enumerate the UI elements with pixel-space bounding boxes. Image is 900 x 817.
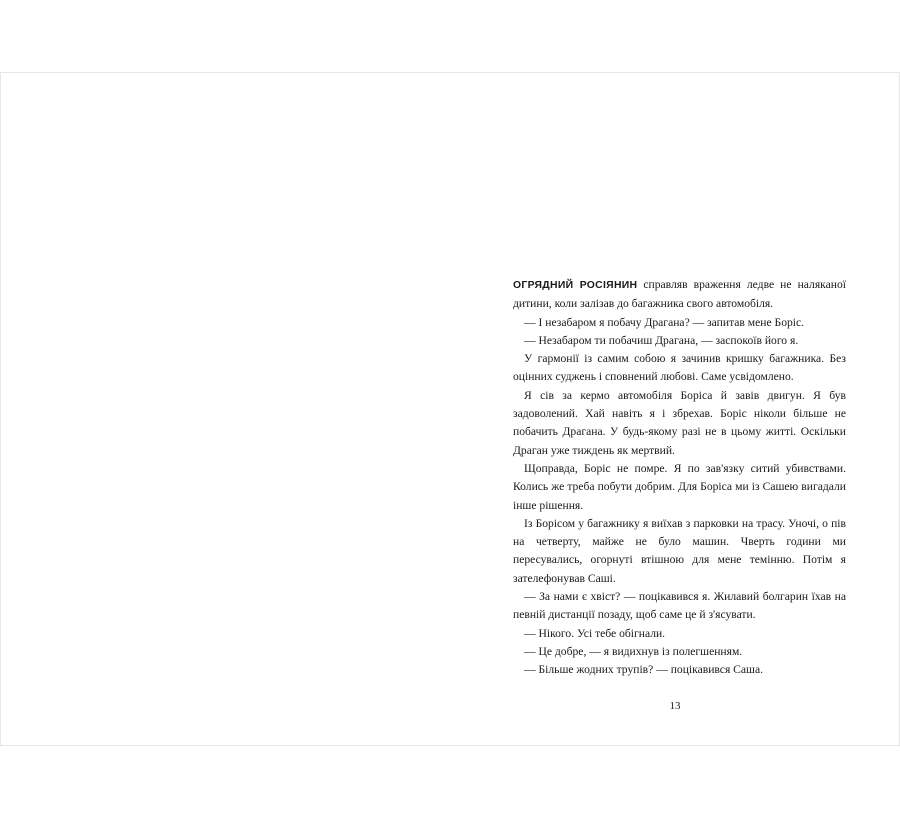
left-page-blank (1, 73, 451, 745)
paragraph-9: — Нікого. Усі тебе обігнали. (524, 626, 666, 640)
book-spread (0, 72, 900, 746)
paragraph-1-rest: справляв враження ледве не наляканої дитини, коли залізав до багажника свого автомобіля. (513, 278, 846, 311)
paragraph-3: — Незабаром ти побачиш Драгана, — заспокоїв його я. (524, 333, 799, 347)
paragraph-8: — За нами є хвіст? — поцікавився я. Жилавий болгарин їхав на певній дистанції позаду, щоб саме це й з'ясувати. (513, 590, 846, 622)
paragraph-1 (513, 276, 846, 314)
paragraph-10: — Це добре, — я видихнув із полегшенням. (524, 644, 743, 658)
paragraph-6: Щоправда, Боріс не помре. Я по зав'язку ситий убивствами. Колись же треба побути добрим. Для Боріса ми із Сашею вигадали інше рішення. (513, 461, 846, 512)
paragraph-2: — І незабаром я побачу Драгана? — запитав мене Боріс. (524, 315, 805, 329)
body-text (513, 276, 846, 680)
paragraph-4: У гармонії із самим собою я зачинив кришку багажника. Без оцінних суджень і сповнений любові. Саме усвідомлено. (513, 352, 846, 384)
paragraph-5: Я сів за кермо автомобіля Боріса й завів двигун. Я був задоволений. Хай навіть я і збрехав. Боріс ніколи більше не побачить Драгана. У будь-якому разі не в цьому житті. Оскільки Драган уже тиждень як мертвий. (513, 388, 846, 457)
paragraph-7: Із Борісом у багажнику я виїхав з парковки на трасу. Уночі, о пів на четверту, майже не було машин. Чверть години ми пересувались, огорнуті втішною для мене темінню. Потім я зателефонував Саші. (513, 516, 846, 585)
paragraph-11: — Більше жодних трупів? — поцікавився Саша. (524, 663, 764, 677)
lead-words: ОГРЯДНИЙ РОСІЯНИН (513, 280, 638, 291)
right-page (451, 73, 899, 745)
page-number: 13 (669, 700, 681, 712)
